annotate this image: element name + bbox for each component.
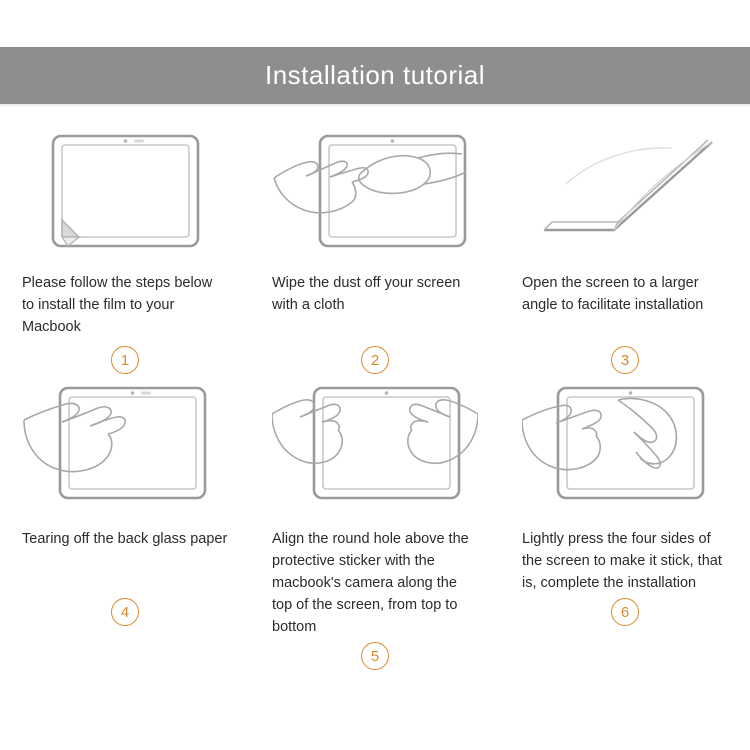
step-6-illustration [522,374,728,514]
header-banner [0,47,750,104]
hand-wiping-screen-with-cloth-icon [272,118,478,258]
step-3-illustration [522,118,728,258]
step-card-4 [0,374,250,670]
step-card-5 [250,374,500,670]
step-3-caption: Open the screen to a larger angle to facilitate installation [522,275,704,313]
step-1-caption: Please follow the steps below to install the film to your Macbook [22,275,213,335]
step-5-illustration [272,374,478,514]
step-2-caption: Wipe the dust off your screen with a cloth [272,275,461,313]
step-4-illustration [22,374,228,514]
page-title: Installation tutorial [264,60,486,90]
step-4-number-wrap [22,598,228,626]
step-2-number-wrap [272,346,478,374]
step-number-badge: 4 [111,598,139,626]
step-3-number-wrap [522,346,728,374]
step-5-number-wrap [272,642,478,670]
step-number-badge: 5 [361,642,389,670]
laptop-open-angle-icon [522,118,728,258]
step-1-number-wrap [22,346,228,374]
step-number-badge: 2 [361,346,389,374]
step-number-badge: 6 [611,598,639,626]
steps-grid [0,118,750,670]
step-card-6 [500,374,750,670]
step-5-caption: Align the round hole above the protective sticker with the macbook's camera along the top of the screen, from top to bottom [272,531,469,635]
bottom-margin [0,710,750,750]
step-6-number-wrap [522,598,728,626]
header-shadow [0,104,750,107]
hand-peeling-back-paper-icon [22,374,228,514]
macbook-screen-with-peeling-film-icon [22,118,228,258]
two-hands-aligning-film-icon [272,374,478,514]
step-card-1 [0,118,250,374]
top-margin [0,0,750,47]
step-6-caption: Lightly press the four sides of the screen to make it stick, that is, complete the installation [522,531,722,591]
step-4-caption: Tearing off the back glass paper [22,531,228,547]
step-2-illustration [272,118,478,258]
step-card-2 [250,118,500,374]
step-number-badge: 1 [111,346,139,374]
step-1-illustration [22,118,228,258]
hand-pressing-screen-edges-icon [522,374,728,514]
step-card-3 [500,118,750,374]
step-number-badge: 3 [611,346,639,374]
